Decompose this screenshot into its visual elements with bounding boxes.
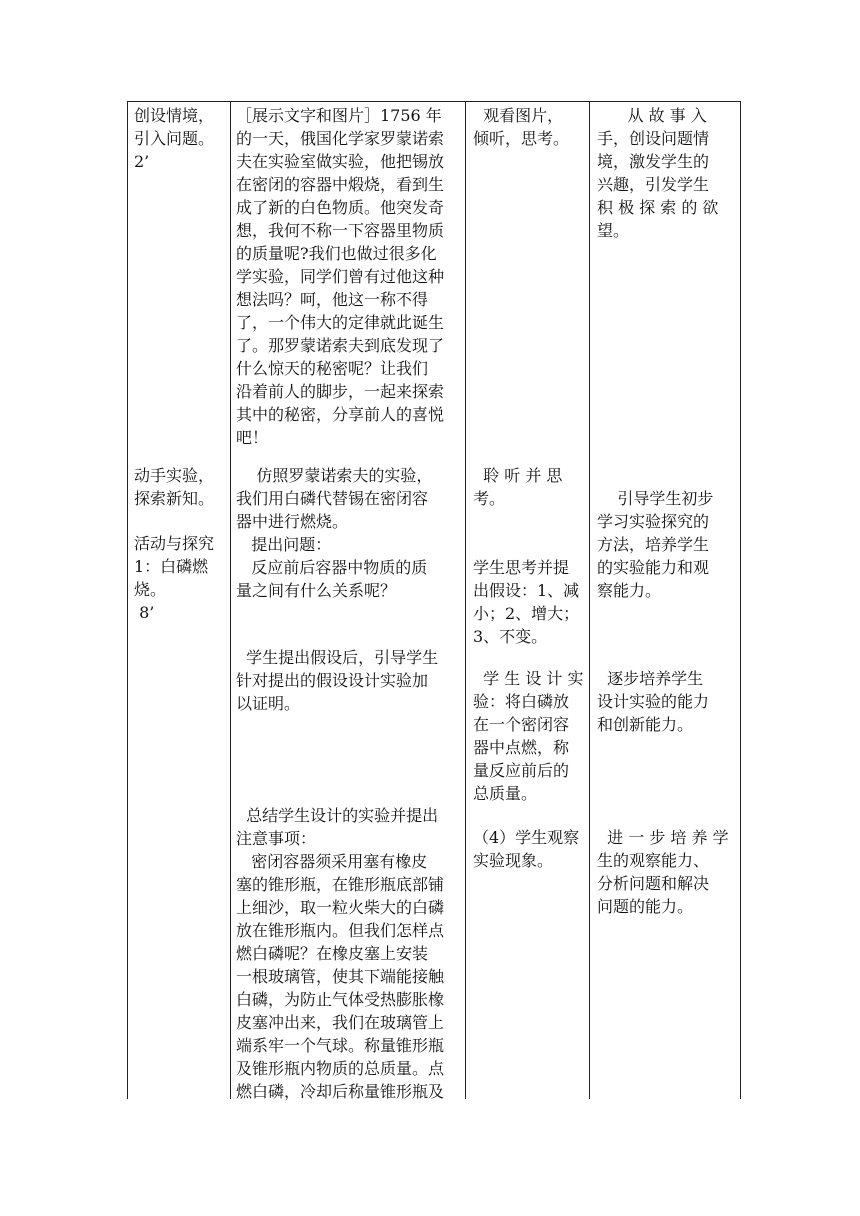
table-border-left bbox=[127, 101, 128, 1099]
intent-design-text: 逐步培养学生 设计实验的能力 和创新能力。 bbox=[597, 669, 710, 734]
student-hypothesis-text: 学生思考并提 出假设：1、减 小；2、增大； 3、不变。 bbox=[473, 558, 580, 646]
teacher-story-text: ［展示文字和图片］1756 年 的一天，俄国化学家罗蒙诺索 夫在实验室做实验，他把锡放 在密闭的容器中煅烧，看到生 成了新的白色物质。他突发奇 想，我何不称一下容器里物质 的质量呢?我们也做过很多化 学实验，同学们曾有过他这种 想法吗？呵，他这一称不得 了，一个伟大的定律就此诞生 了。那罗蒙诺索夫到底发现了 什么惊天的秘密呢？让我们 沿着前人的脚步，一起来探索 其中的秘密，分享前人的喜悦 吧！ bbox=[236, 106, 445, 447]
student-watch-text: 观看图片， 倾听，思考。 bbox=[473, 106, 570, 148]
table-top-border bbox=[127, 101, 740, 102]
teacher-question-text: 仿照罗蒙诺索夫的实验， 我们用白磷代替锡在密闭容 器中进行燃烧。 提出问题： 反应前后容器中物质的质 量之间有什么关系呢？ bbox=[236, 466, 433, 600]
student-observe-text: （4）学生观察 实验现象。 bbox=[473, 828, 580, 870]
table-border-right bbox=[740, 101, 741, 1099]
student-design-text: 学 生 设 计 实 验：将白磷放 在一个密闭容 器中点燃，称 量反应前后的 总质量。 bbox=[473, 669, 584, 803]
intent-story-text: 从 故 事 入 手，创设问题情 境，激发学生的 兴趣，引发学生 积 极 探 索 的 欲 望。 bbox=[597, 106, 719, 240]
table-divider-1 bbox=[230, 101, 231, 1099]
stage-activity-1: 活动与探究 1：白磷燃 烧。 8’ bbox=[134, 534, 215, 622]
table-divider-3 bbox=[589, 101, 590, 1099]
teacher-guide-text: 学生提出假设后，引导学生 针对提出的假设设计实验加 以证明。 bbox=[236, 648, 439, 713]
intent-analysis-text: 进 一 步 培 养 学 生的观察能力、 分析问题和解决 问题的能力。 bbox=[597, 828, 729, 916]
teacher-summary-text: 总结学生设计的实验并提出 注意事项： 密闭容器须采用塞有橡皮 塞的锥形瓶，在锥形瓶底部铺 上细沙，取一粒火柴大的白磷 放在锥形瓶内。但我们怎样点 燃白磷呢？在橡皮塞上安装 一根玻璃管，使其下端能接触 白磷，为防止气体受热膨胀橡 皮塞冲出来，我们在玻璃管上 端系牢一个气球。称量锥形瓶 及锥形瓶内物质的总质量。点 燃白磷，冷却后称量锥形瓶及 bbox=[236, 806, 445, 1101]
stage-experiment: 动手实验， 探索新知。 bbox=[134, 466, 215, 508]
intent-method-text: 引导学生初步 学习实验探究的 方法，培养学生 的实验能力和观 察能力。 bbox=[597, 489, 714, 600]
table-divider-2 bbox=[465, 101, 466, 1099]
student-listen-text: 聆 听 并 思 考。 bbox=[473, 466, 563, 508]
stage-intro: 创设情境， 引入问题。 2’ bbox=[134, 106, 215, 171]
